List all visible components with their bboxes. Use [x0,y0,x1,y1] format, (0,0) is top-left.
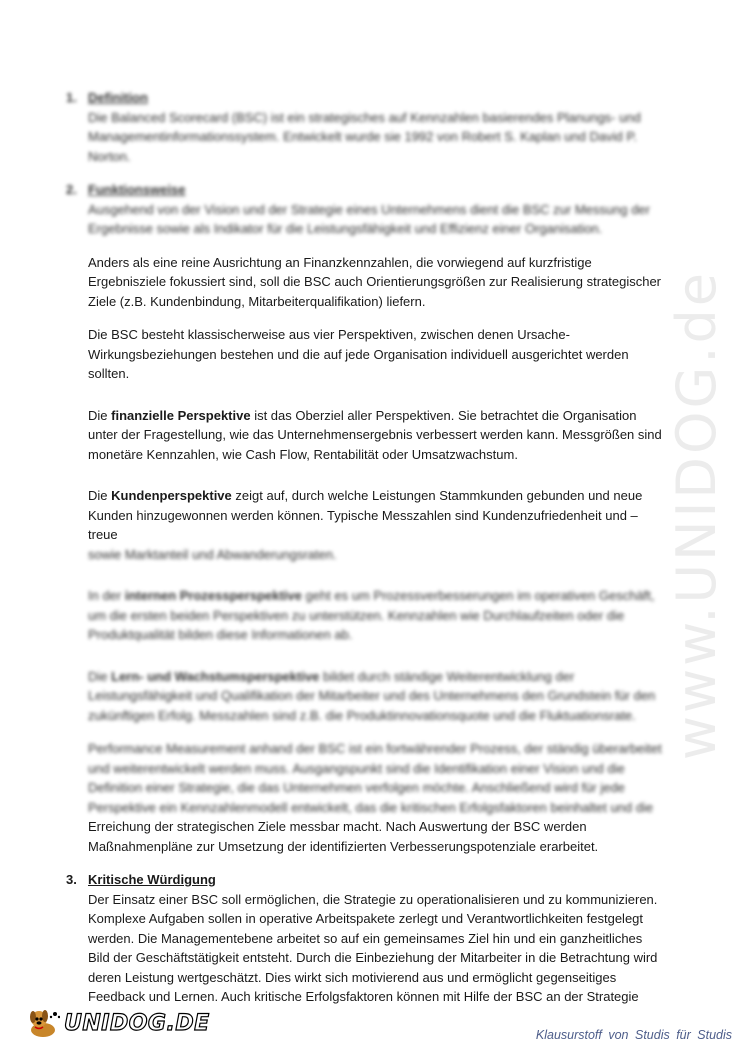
paragraph-kundenperspektive-blurred: sowie Marktanteil und Abwanderungsraten. [88,546,337,562]
term-kundenperspektive: Kundenperspektive [111,488,232,503]
paragraph-kundenperspektive: Die Kundenperspektive zeigt auf, durch welche Leistungen Stammkunden gebunden und neue Kunden hinzugewonnen werden können. Typische Messzahlen sind Kundenzufriedenheit und –treue [88,488,643,542]
section-kritische-wuerdigung [66,870,666,1007]
section-title: Kritische Würdigung [88,872,216,887]
section-text: Der Einsatz einer BSC soll ermöglichen, die Strategie zu operationalisieren und zu kommunizieren. Komplexe Aufgaben sollen in operative Arbeitspakete zerlegt und Verantwortlichkeiten festgelegt werden. Die Managementebene arbeitet so auf ein gemeinsames Ziel hin und ein ganzheitliches Bild der Geschäftstätigkeit entsteht. Durch die Einbeziehung der Mitarbeiter in die Betrachtung wird deren Leistung wertgeschätzt. Dies wirkt sich motivierend aus und ermöglicht gegenseitiges Feedback und Lernen. Auch kritische Erfolgsfaktoren können mit Hilfe der BSC an der Strategie [88,891,658,1004]
document-body [66,88,666,1021]
section-definition [66,88,666,166]
paragraph-vier-perspektiven: Die BSC besteht klassischerweise aus vier Perspektiven, zwischen denen Ursache-Wirkungsbeziehungen bestehen und die auf jede Organisation individuell ausgerichtet werden sollten. [88,327,629,381]
unidog-logo [26,1008,210,1038]
paragraph-performance-measurement: Performance Measurement anhand der BSC ist ein fortwährender Prozess, der ständig überarbeitet und weiterentwickelt werden muss. Ausgangspunkt sind die Identifikation einer Vision und die Definition einer Strategie, die das Unternehmen verfolgen möchte. Anschließend wird für jede Perspektive ein Kennzahlenmodell entwickelt, das die kritischen Erfolgsfaktoren beinhaltet und die [88,741,662,815]
section-text: Die Balanced Scorecard (BSC) ist ein strategisches auf Kennzahlen basierendes Planungs- und Managementinformationssystem. Entwickelt wurde sie 1992 von Robert S. Kaplan und David P. Norton. [88,109,641,164]
section-funktionsweise [66,180,666,856]
watermark: www.UNIDOG.de [665,270,728,761]
logo-text: UNIDOG.DE [64,1010,210,1036]
term-finanzielle-perspektive: finanzielle Perspektive [111,407,251,423]
paragraph-finanzkennzahlen: Anders als eine reine Ausrichtung an Finanzkennzahlen, die vorwiegend auf kurzfristige Ergebnisziele fokussiert sind, soll die BSC auch Orientierungsgrößen zur Realisierung strategischer Ziele (z.B. Kundenbindung, Mitarbeiterqualifikation) liefern. [88,254,661,309]
section-number: 1. [66,90,77,105]
section-number: 2. [66,182,77,197]
paragraph-performance-measurement-clear: Erreichung der strategischen Ziele messbar macht. Nach Auswertung der BSC werden Maßnahmenpläne zur Umsetzung der identifizierten Verbesserungspotenziale erarbeitet. [88,819,599,854]
footer-tagline: Klausurstoff von Studis für Studis [535,1028,732,1042]
paragraph-finanzielle-perspektive: Die finanzielle Perspektive ist das Oberziel aller Perspektiven. Sie betrachtet die Organisation unter der Fragestellung, wie das Unternehmensergebnis verbessert werden kann. Messgrößen sind monetäre Kennzahlen, wie Cash Flow, Rentabilität oder Umsatzwachstum. [88,407,662,462]
section-title: Funktionsweise [88,182,186,197]
section-number: 3. [66,872,77,887]
paragraph-interne-prozessperspektive: In der internen Prozessperspektive geht es um Prozessverbesserungen im operativen Geschäft, um die ersten beiden Perspektiven zu unterstützen. Kennzahlen wie Durchlaufzeiten oder die Produktqualität bilden diese Informationen ab. [88,588,655,642]
dog-icon [26,1008,60,1038]
intro-paragraph: Ausgehend von der Vision und der Strategie eines Unternehmens dient die BSC zur Messung der Ergebnisse sowie als Indikator für die Leistungsfähigkeit und Effizienz einer Organisation. [88,201,650,236]
section-title: Definition [88,90,148,105]
paragraph-lern-wachstumsperspektive: Die Lern- und Wachstumsperspektive bildet durch ständige Weiterentwicklung der Leistungsfähigkeit und Qualifikation der Mitarbeiter und des Unternehmens den Grundstein für den zukünftigen Erfolg. Messzahlen sind z.B. die Produktinnovationsquote und die Fluktuationsrate. [88,668,656,723]
